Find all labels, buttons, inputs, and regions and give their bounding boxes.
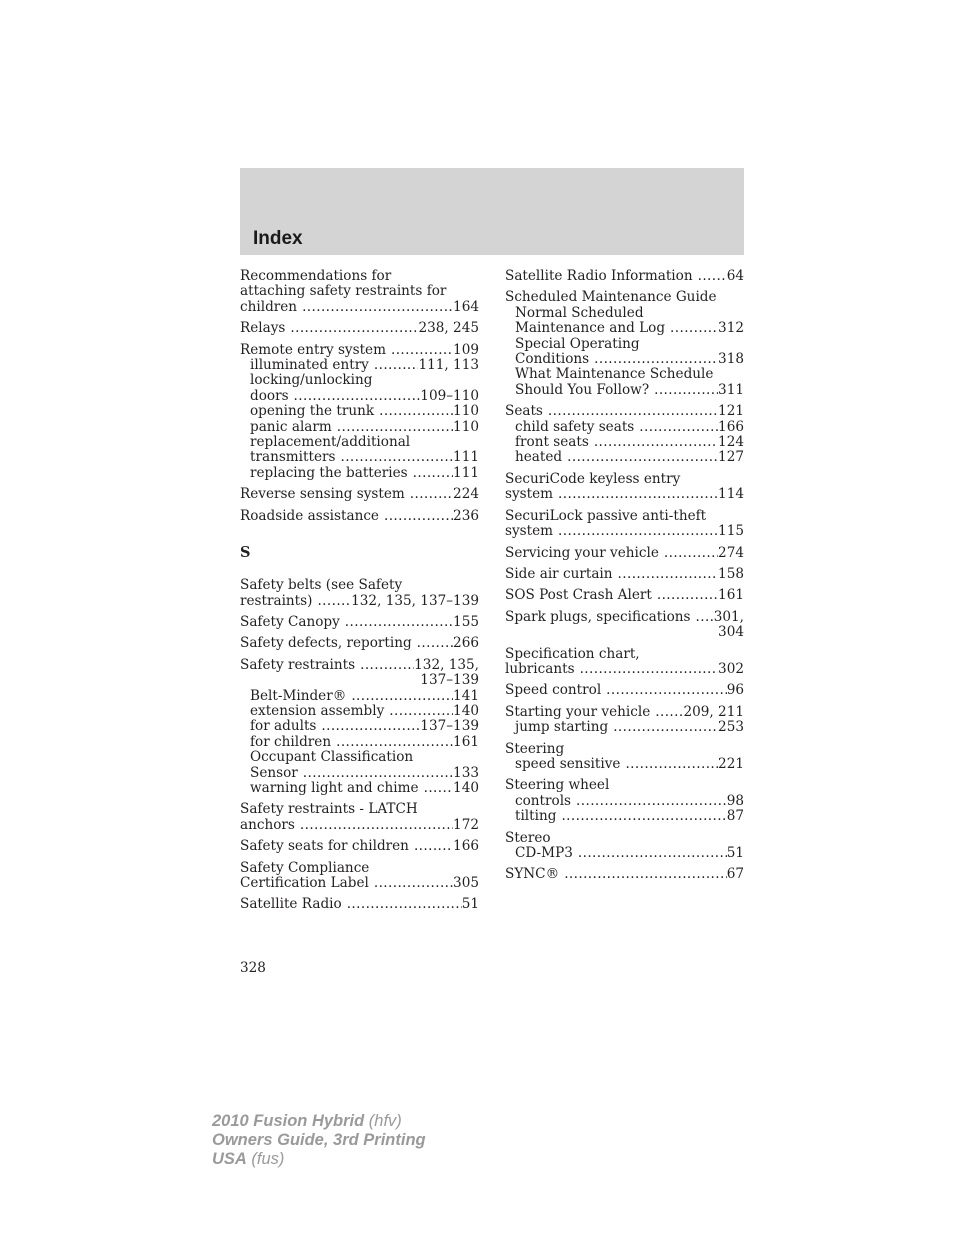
entry-page: 132, 135, 137–139: [351, 592, 479, 609]
index-subentry: [240, 404, 479, 419]
entry-term: illuminated entry: [250, 357, 369, 374]
index-line: [505, 588, 744, 603]
index-entry: [505, 778, 744, 824]
dot-leader: [695, 610, 714, 625]
index-entry: [505, 567, 744, 582]
index-line: [505, 778, 744, 793]
page-number: 328: [240, 960, 266, 976]
index-entry: [505, 610, 744, 641]
dot-leader: [344, 615, 453, 630]
index-line: [505, 831, 744, 846]
dot-leader: [557, 524, 718, 539]
index-entry: [240, 269, 479, 315]
entry-page: 127: [718, 449, 744, 466]
entry-term: SYNC®: [505, 866, 560, 883]
entry-term: Certification Label: [240, 875, 369, 891]
entry-term: Steering: [505, 740, 565, 757]
entry-page: 51: [461, 896, 479, 913]
dot-leader: [339, 450, 453, 465]
dot-leader: [316, 594, 351, 609]
entry-page: 161: [453, 733, 479, 750]
entry-term: Remote entry system: [240, 341, 386, 358]
entry-term: anchors: [240, 816, 295, 833]
entry-term: Safety belts (see Safety: [240, 577, 403, 594]
entry-term: panic alarm: [250, 418, 332, 435]
index-subentry: [240, 466, 479, 481]
index-column-right: [505, 269, 744, 889]
index-entry: [240, 658, 479, 797]
index-subentry: [505, 367, 744, 382]
entry-page: 155: [453, 613, 479, 630]
index-entry: [505, 588, 744, 603]
index-line: [505, 610, 744, 625]
header-band: [240, 168, 744, 255]
entry-term: Should You Follow?: [515, 381, 650, 398]
index-line: [240, 839, 479, 854]
index-line: [240, 615, 479, 630]
entry-page: 164: [453, 298, 479, 315]
entry-page: 133: [453, 764, 479, 781]
dot-leader: [663, 546, 718, 561]
index-subentry: [240, 373, 479, 388]
index-line: [240, 636, 479, 651]
index-line: [505, 487, 744, 502]
dot-leader: [593, 352, 718, 367]
index-subentry: [240, 750, 479, 765]
dot-leader: [373, 358, 419, 373]
dot-leader: [624, 757, 718, 772]
entry-term: lubricants: [505, 660, 575, 677]
entry-term: Satellite Radio Information: [505, 268, 693, 284]
index-subentry: [505, 306, 744, 321]
entry-term: child safety seats: [515, 418, 635, 435]
index-subentry: [505, 846, 744, 861]
entry-term: replacement/additional: [250, 434, 411, 451]
index-line: [505, 524, 744, 539]
entry-term: opening the trunk: [250, 403, 375, 420]
index-entry: [505, 509, 744, 540]
dot-leader: [320, 719, 420, 734]
entry-page: 111: [453, 449, 479, 466]
index-line: [240, 802, 479, 817]
entry-page: 301,: [713, 608, 744, 625]
entry-term: Safety Compliance: [240, 859, 370, 876]
entry-page: 115: [718, 523, 744, 540]
index-line: [505, 546, 744, 561]
index-subentry: [240, 704, 479, 719]
entry-page: 87: [726, 808, 744, 825]
index-line: [505, 404, 744, 419]
entry-term: Special Operating: [515, 335, 640, 352]
entry-term: Safety Canopy: [240, 613, 340, 630]
entry-term: Sensor: [250, 764, 298, 781]
dot-leader: [697, 269, 727, 284]
index-line: [240, 487, 479, 502]
entry-page: 110: [453, 403, 479, 420]
dot-leader: [547, 404, 718, 419]
entry-term: Side air curtain: [505, 565, 613, 582]
index-subentry: [505, 809, 744, 824]
index-subentry: [505, 352, 744, 367]
index-line: [240, 861, 479, 876]
index-subentry: [240, 781, 479, 796]
entry-term: attaching safety restraints for: [240, 283, 447, 300]
entry-page-continued: 304: [718, 624, 744, 641]
index-entry: [505, 742, 744, 773]
index-entry: [240, 897, 479, 912]
entry-page: 124: [718, 434, 744, 451]
page-title: Index: [253, 228, 303, 249]
index-entry: [505, 546, 744, 561]
entry-term: Safety defects, reporting: [240, 635, 412, 652]
entry-page: 158: [718, 565, 744, 582]
index-line: [505, 683, 744, 698]
index-entry: [240, 839, 479, 854]
entry-term: Conditions: [515, 351, 590, 368]
index-entry: [240, 636, 479, 651]
entry-page: 111, 113: [418, 357, 479, 374]
dot-leader: [593, 435, 718, 450]
dot-leader: [656, 588, 718, 603]
index-entry: [240, 321, 479, 336]
index-subentry: [505, 383, 744, 398]
entry-page: 96: [726, 682, 744, 699]
dot-leader: [299, 818, 453, 833]
index-entry: [505, 647, 744, 678]
index-line: [240, 321, 479, 336]
entry-page: 221: [718, 755, 744, 772]
entry-term: Relays: [240, 320, 286, 337]
entry-page: 121: [718, 403, 744, 420]
index-line: [505, 742, 744, 757]
entry-page: 312: [718, 320, 744, 337]
index-line: [505, 269, 744, 284]
dot-leader: [359, 658, 414, 673]
dot-leader: [336, 420, 453, 435]
entry-term: tilting: [515, 808, 557, 825]
index-subentry: [240, 435, 479, 450]
dot-leader: [575, 794, 727, 809]
dot-leader: [350, 689, 453, 704]
index-line: [505, 567, 744, 582]
index-subentry: [505, 757, 744, 772]
dot-leader: [413, 839, 453, 854]
dot-leader: [373, 876, 453, 891]
index-subentry: [240, 735, 479, 750]
entry-term: speed sensitive: [515, 755, 621, 772]
entry-term: Occupant Classification: [250, 749, 414, 766]
entry-term: Reverse sensing system: [240, 486, 405, 503]
entry-group: [240, 269, 479, 524]
entry-term: transmitters: [250, 449, 336, 466]
entry-term: system: [505, 486, 554, 503]
entry-page: 109: [453, 341, 479, 358]
index-entry: [505, 831, 744, 862]
index-line: [240, 269, 479, 284]
index-entry: [240, 487, 479, 502]
index-subentry: [505, 321, 744, 336]
dot-leader: [409, 487, 453, 502]
index-line: [505, 867, 744, 882]
entry-term: Satellite Radio: [240, 896, 342, 913]
index-line: [505, 509, 744, 524]
index-subentry: [240, 420, 479, 435]
entry-term: for adults: [250, 718, 317, 735]
dot-leader: [605, 683, 727, 698]
index-line: [240, 300, 479, 315]
index-subentry: [505, 720, 744, 735]
entry-page: 209, 211: [683, 703, 744, 720]
index-entry: [240, 343, 479, 482]
dot-leader: [560, 809, 726, 824]
dot-leader: [577, 846, 727, 861]
entry-term: Steering wheel: [505, 777, 610, 794]
dot-leader: [563, 867, 727, 882]
entry-page: 140: [453, 779, 479, 796]
entry-term: for children: [250, 733, 332, 750]
entry-group: [505, 269, 744, 883]
footer-line-3: USA (fus): [212, 1150, 285, 1168]
index-line: [240, 509, 479, 524]
entry-page: 266: [453, 635, 479, 652]
dot-leader: [301, 300, 453, 315]
entry-term: Normal Scheduled: [515, 304, 644, 321]
entry-page: 161: [718, 587, 744, 604]
entry-page: 140: [453, 702, 479, 719]
index-subentry: [505, 435, 744, 450]
entry-term: controls: [515, 792, 572, 809]
index-line: [240, 594, 479, 609]
footer: [212, 1112, 426, 1169]
entry-term: Scheduled Maintenance Guide: [505, 289, 717, 306]
index-subentry: [240, 689, 479, 704]
index-subentry: [240, 766, 479, 781]
dot-leader: [302, 766, 453, 781]
entry-page: 166: [453, 838, 479, 855]
index-line: [505, 290, 744, 305]
entry-page: 236: [453, 507, 479, 524]
dot-leader: [383, 509, 453, 524]
entry-page: 274: [718, 544, 744, 561]
dot-leader: [416, 636, 453, 651]
entry-page: 137–139: [420, 718, 479, 735]
entry-page: 305: [453, 875, 479, 891]
entry-page: 318: [718, 351, 744, 368]
dot-leader: [388, 704, 453, 719]
entry-term: jump starting: [515, 719, 609, 736]
entry-page: 109–110: [420, 387, 479, 404]
dot-leader: [557, 487, 718, 502]
entry-page: 253: [718, 719, 744, 736]
index-entry: [505, 290, 744, 398]
dot-leader: [423, 781, 453, 796]
dot-leader: [412, 466, 453, 481]
index-entry: [240, 802, 479, 833]
entry-page: 98: [726, 792, 744, 809]
entry-term: Starting your vehicle: [505, 703, 651, 720]
index-entry: [505, 269, 744, 284]
dot-leader: [669, 321, 718, 336]
index-entry: [240, 615, 479, 630]
index-line: [240, 284, 479, 299]
dot-leader: [654, 705, 683, 720]
entry-page: 238, 245: [418, 320, 479, 337]
entry-group: [240, 578, 479, 913]
entry-page: 64: [726, 268, 744, 284]
entry-term: doors: [250, 387, 289, 404]
entry-page: 51: [726, 845, 744, 861]
index-subentry: [505, 450, 744, 465]
entry-term: Roadside assistance: [240, 507, 379, 524]
entry-page: 311: [718, 381, 744, 398]
index-subentry: [240, 719, 479, 734]
entry-term: warning light and chime: [250, 779, 419, 796]
index-line: [240, 876, 479, 891]
entry-term: system: [505, 523, 554, 540]
entry-page: 111: [453, 464, 479, 481]
index-entry: [240, 578, 479, 609]
entry-term: Spark plugs, specifications: [505, 608, 691, 625]
entry-term: Seats: [505, 403, 543, 420]
index-line: [505, 472, 744, 487]
entry-term: extension assembly: [250, 702, 385, 719]
entry-page: 141: [453, 687, 479, 704]
entry-page: 110: [453, 418, 479, 435]
entry-term: heated: [515, 449, 563, 466]
index-line: [240, 343, 479, 358]
entry-term: Safety seats for children: [240, 838, 409, 855]
dot-leader: [346, 897, 462, 912]
entry-page: 224: [453, 486, 479, 503]
entry-term: replacing the batteries: [250, 464, 408, 481]
dot-leader: [579, 662, 718, 677]
index-line: [240, 578, 479, 593]
entry-page: 166: [718, 418, 744, 435]
index-subentry: [505, 794, 744, 809]
index-subentry: [505, 420, 744, 435]
index-line: [240, 818, 479, 833]
index-subentry: [240, 389, 479, 404]
entry-term: Specification chart,: [505, 645, 640, 662]
entry-term: Recommendations for: [240, 268, 392, 284]
dot-leader: [566, 450, 718, 465]
index-subentry: [505, 337, 744, 352]
dot-leader: [638, 420, 718, 435]
entry-term: locking/unlocking: [250, 372, 373, 389]
index-line: [240, 658, 479, 673]
index-line: [505, 705, 744, 720]
dot-leader: [390, 343, 453, 358]
entry-term: Servicing your vehicle: [505, 544, 659, 561]
index-line: [505, 662, 744, 677]
index-entry: [240, 861, 479, 892]
entry-term: children: [240, 298, 298, 315]
index-entry: [505, 705, 744, 736]
entry-term: SecuriCode keyless entry: [505, 470, 681, 487]
entry-page-continued: 137–139: [420, 672, 479, 689]
index-column-left: [240, 269, 479, 919]
entry-term: Safety restraints: [240, 656, 356, 673]
entry-term: Belt-Minder®: [250, 687, 347, 704]
entry-page: 67: [726, 866, 744, 883]
entry-term: restraints): [240, 592, 313, 609]
footer-line-2: Owners Guide, 3rd Printing: [212, 1131, 426, 1149]
entry-term: Maintenance and Log: [515, 320, 666, 337]
entry-page: 114: [718, 486, 744, 503]
index-entry: [505, 404, 744, 466]
entry-term: SecuriLock passive anti-theft: [505, 507, 707, 524]
entry-page: 172: [453, 816, 479, 833]
index-line: [240, 897, 479, 912]
index-line: [505, 647, 744, 662]
entry-page: 132, 135,: [414, 656, 479, 673]
index-entry: [505, 472, 744, 503]
entry-term: What Maintenance Schedule: [515, 366, 714, 383]
dot-leader: [378, 404, 453, 419]
dot-leader: [653, 383, 718, 398]
dot-leader: [289, 321, 418, 336]
entry-term: Speed control: [505, 682, 602, 699]
index-entry: [240, 509, 479, 524]
index-entry: [505, 867, 744, 882]
entry-term: Stereo: [505, 829, 551, 846]
footer-line-1: 2010 Fusion Hybrid (hfv): [212, 1112, 402, 1130]
dot-leader: [617, 567, 719, 582]
dot-leader: [335, 735, 453, 750]
index-entry: [505, 683, 744, 698]
entry-page: 302: [718, 660, 744, 677]
entry-term: Safety restraints - LATCH: [240, 801, 418, 818]
dot-leader: [612, 720, 718, 735]
entry-term: SOS Post Crash Alert: [505, 587, 652, 604]
dot-leader: [293, 389, 421, 404]
entry-term: front seats: [515, 434, 589, 451]
index-subentry: [240, 450, 479, 465]
entry-term: CD-MP3: [515, 845, 573, 861]
section-letter: S: [240, 544, 251, 562]
index-subentry: [240, 358, 479, 373]
